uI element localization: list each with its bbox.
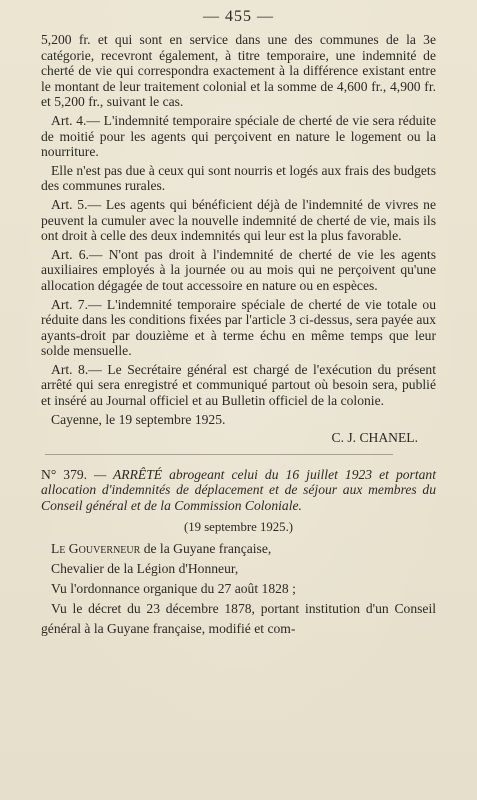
arrete-title: — ARRÊTÉ abrogeant celui du 16 juillet 1923 et portant allocation d'indemnités de déplacement et de séjour aux membres du Conseil général et de la Commission Coloniale.	[41, 466, 436, 514]
paragraph-article-7: Art. 7.— L'indemnité temporaire spéciale de cherté de vie totale ou réduite dans les conditions fixées par l'article 3 ci-dessus, sera payée aux ayants-droit par douzième et à terme échu en même temps que leur solde mensuelle.	[41, 296, 437, 359]
arrete-heading	[41, 467, 436, 514]
arrete-number: N° 379.	[41, 466, 88, 482]
place-date: Cayenne, le 19 septembre 1925.	[51, 411, 226, 427]
paragraph-article-6: Art. 6.— N'ont pas droit à l'indemnité de cherté de vie les agents auxiliaires employés à la journée ou au mois qui ne perçoivent qu'une allocation dégagée de tout accessoire en nature ou en espèces.	[41, 246, 436, 293]
preamble-line: Vu le décret du 23 décembre 1878, portant institution d'un Conseil général à la Guyane française, modifié et com-	[41, 601, 436, 637]
preamble-line: Chevalier de la Légion d'Honneur,	[51, 561, 239, 577]
governor-title: Le Gouverneur	[51, 541, 141, 557]
arrete-preamble	[41, 539, 436, 639]
governor-line	[41, 539, 436, 559]
section-divider	[45, 454, 393, 455]
paragraph-article-4: Art. 4.— L'indemnité temporaire spéciale de cherté de vie sera réduite de moitié pour les agents qui perçoivent en nature le logement ou la nourriture.	[41, 112, 436, 160]
paragraph-article-4-note: Elle n'est pas due à ceux qui sont nourris et logés aux frais des budgets des communes rurales.	[41, 162, 436, 194]
page-number: — 455 —	[203, 8, 274, 25]
document-body	[41, 32, 436, 639]
signature: C. J. CHANEL.	[331, 430, 418, 446]
paragraph-continuation: 5,200 fr. et qui sont en service dans une des communes de la 3e catégorie, recevront également, à titre temporaire, une indemnité de cherté de vie qui correspondra exactement à la différence existant entre le montant de leur traitement colonial et la somme de 4,600 fr., 4,900 fr. et 5,200 fr., suivant le cas.	[41, 32, 436, 110]
governor-rest: de la Guyane française,	[140, 541, 272, 557]
preamble-line: Vu l'ordonnance organique du 27 août 1828 ;	[51, 581, 296, 597]
paragraph-article-8: Art. 8.— Le Secrétaire général est chargé de l'exécution du présent arrêté qui sera enregistré et communiqué partout où besoin sera, publié et inséré au Journal officiel et au Bulletin officiel de la colonie.	[41, 361, 436, 409]
paragraph-article-5: Art. 5.— Les agents qui bénéficient déjà de l'indemnité de vivres ne peuvent la cumuler avec la nouvelle indemnité de cherté de vie, mais ils ont droit à celle des deux indemnités qui leur est la plus favorable.	[41, 196, 436, 244]
arrete-date: (19 septembre 1925.)	[183, 519, 294, 534]
